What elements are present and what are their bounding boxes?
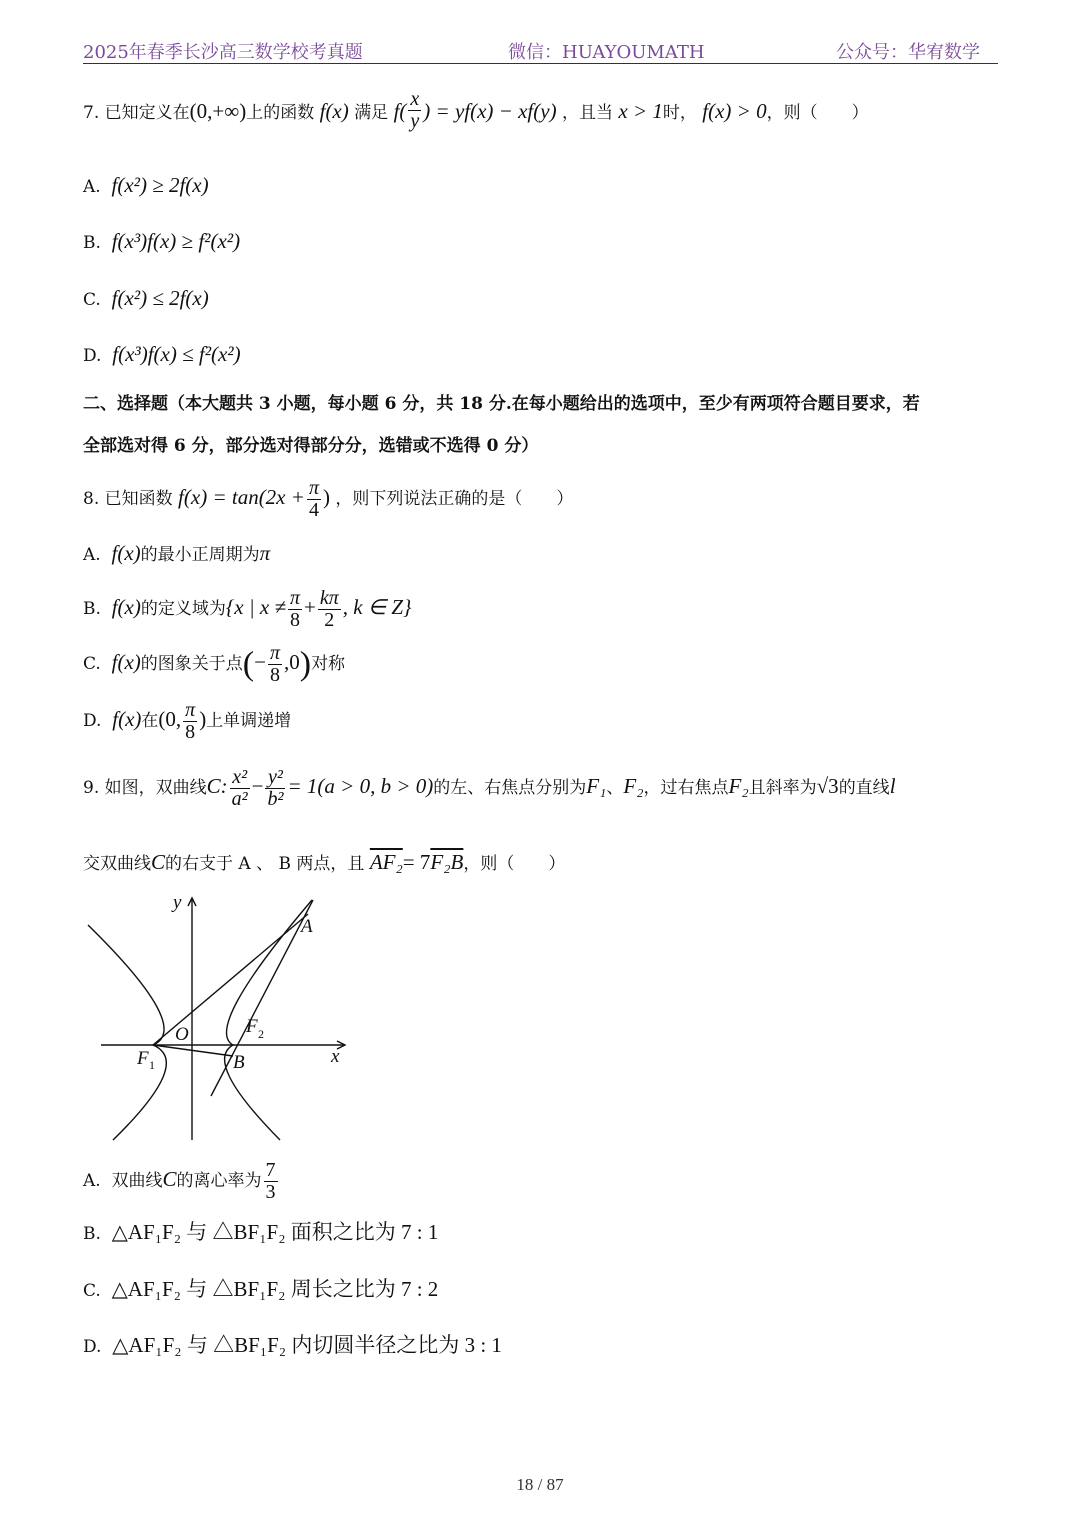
fig-label-F1: F — [137, 1048, 149, 1069]
header-left-title: 2025年春季长沙高三数学校考真题 — [83, 42, 363, 63]
q7-number: 7. — [83, 103, 100, 123]
fig-label-F2: F — [246, 1016, 258, 1037]
hyperbola-left-branch — [88, 925, 166, 1140]
header-divider — [83, 63, 998, 64]
q7-option-b: B. f(x³)f(x) ≥ f²(x²) — [83, 229, 241, 253]
q8-stem: 8. 已知函数 f(x) = tan(2x + $\frac{\pi}{4}$ ) ，则下列说法正确的是（ ） — [83, 477, 574, 521]
hyperbola-figure — [83, 888, 363, 1150]
page-number: 18 / 87 — [516, 1475, 564, 1494]
q7-option-a: A. f(x²) ≥ 2f(x) — [83, 173, 209, 197]
q9-option-b: B. △AF₁F₂ 与 △BF₁F₂ 面积之比为 7 : 1 — [83, 1220, 439, 1244]
q8-fraction: $\frac{\pi}{4}$ — [308, 477, 319, 521]
q9-option-c: C. △AF₁F₂ 与 △BF₁F₂ 周长之比为 7 : 2 — [83, 1277, 439, 1301]
fig-label-O: O — [175, 1024, 189, 1045]
fig-label-y: y — [173, 892, 182, 913]
q9-option-a: A. 双曲线C的离心率为 $\frac{7}{3}$ — [83, 1159, 276, 1203]
q8-option-a: A. f(x)的最小正周期为π — [83, 541, 271, 565]
section-2-heading-line1: 二、选择题（本大题共 3 小题，每小题 6 分，共 18 分.在每小题给出的选项中，至少有两项符合题目要求，若 — [83, 394, 920, 414]
q7-fraction: $\frac{x}{y}$ — [410, 88, 420, 132]
fig-label-B: B — [233, 1052, 245, 1073]
line-l — [211, 900, 313, 1096]
section-2-heading-line2: 全部选对得 6 分，部分选对得部分分，选错或不选得 0 分） — [83, 436, 539, 456]
q9-option-d: D. △AF₁F₂ 与 △BF₁F₂ 内切圆半径之比为 3 : 1 — [83, 1333, 502, 1357]
header-wechat: 微信：HUAYOUMATH — [508, 42, 705, 63]
fig-label-A: A — [301, 916, 313, 937]
q7-option-c: C. f(x²) ≤ 2f(x) — [83, 286, 209, 310]
header-public-account: 公众号：华宥数学 — [836, 42, 980, 63]
hyperbola-right-branch — [225, 900, 312, 1140]
fig-label-F1-sub: 1 — [149, 1058, 155, 1072]
q9-stem-line2: 交双曲线C的右支于 A 、 B 两点，且 AF₂= 7F₂B，则（ ） — [83, 850, 566, 874]
q7-option-d: D. f(x³)f(x) ≤ f²(x²) — [83, 342, 241, 366]
q9-stem-line1: 9. 如图，双曲线C: $\frac{\text{x²}}{\text{a²}}$ − $\frac{\text{y²}}{\text{b²}}$ = 1(a > 0, b > 0)的左、右焦点分别为F₁、F₂，过右焦点F₂且斜率为√3的直线l — [83, 766, 896, 810]
q8-option-c: C. f(x)的图象关于点(− $\frac{\pi}{8}$ ,0)对称 — [83, 642, 346, 686]
fig-label-x: x — [331, 1046, 340, 1067]
q8-option-b: B. f(x)的定义域为{x | x ≠ $\frac{\pi}{8}$ + $\frac{k\pi}{2}$ , k ∈ Z} — [83, 587, 412, 631]
fig-label-F2-sub: 2 — [258, 1027, 264, 1041]
q7-stem: 7. 已知定义在(0,+∞)上的函数 f(x) 满足 f( $\frac{x}{y}$ ) = yf(x) − xf(y) ，且当 x > 1时， f(x) > 0，则（ ） — [83, 88, 869, 132]
q8-option-d: D. f(x)在(0, $\frac{\pi}{8}$ )上单调递增 — [83, 699, 292, 743]
